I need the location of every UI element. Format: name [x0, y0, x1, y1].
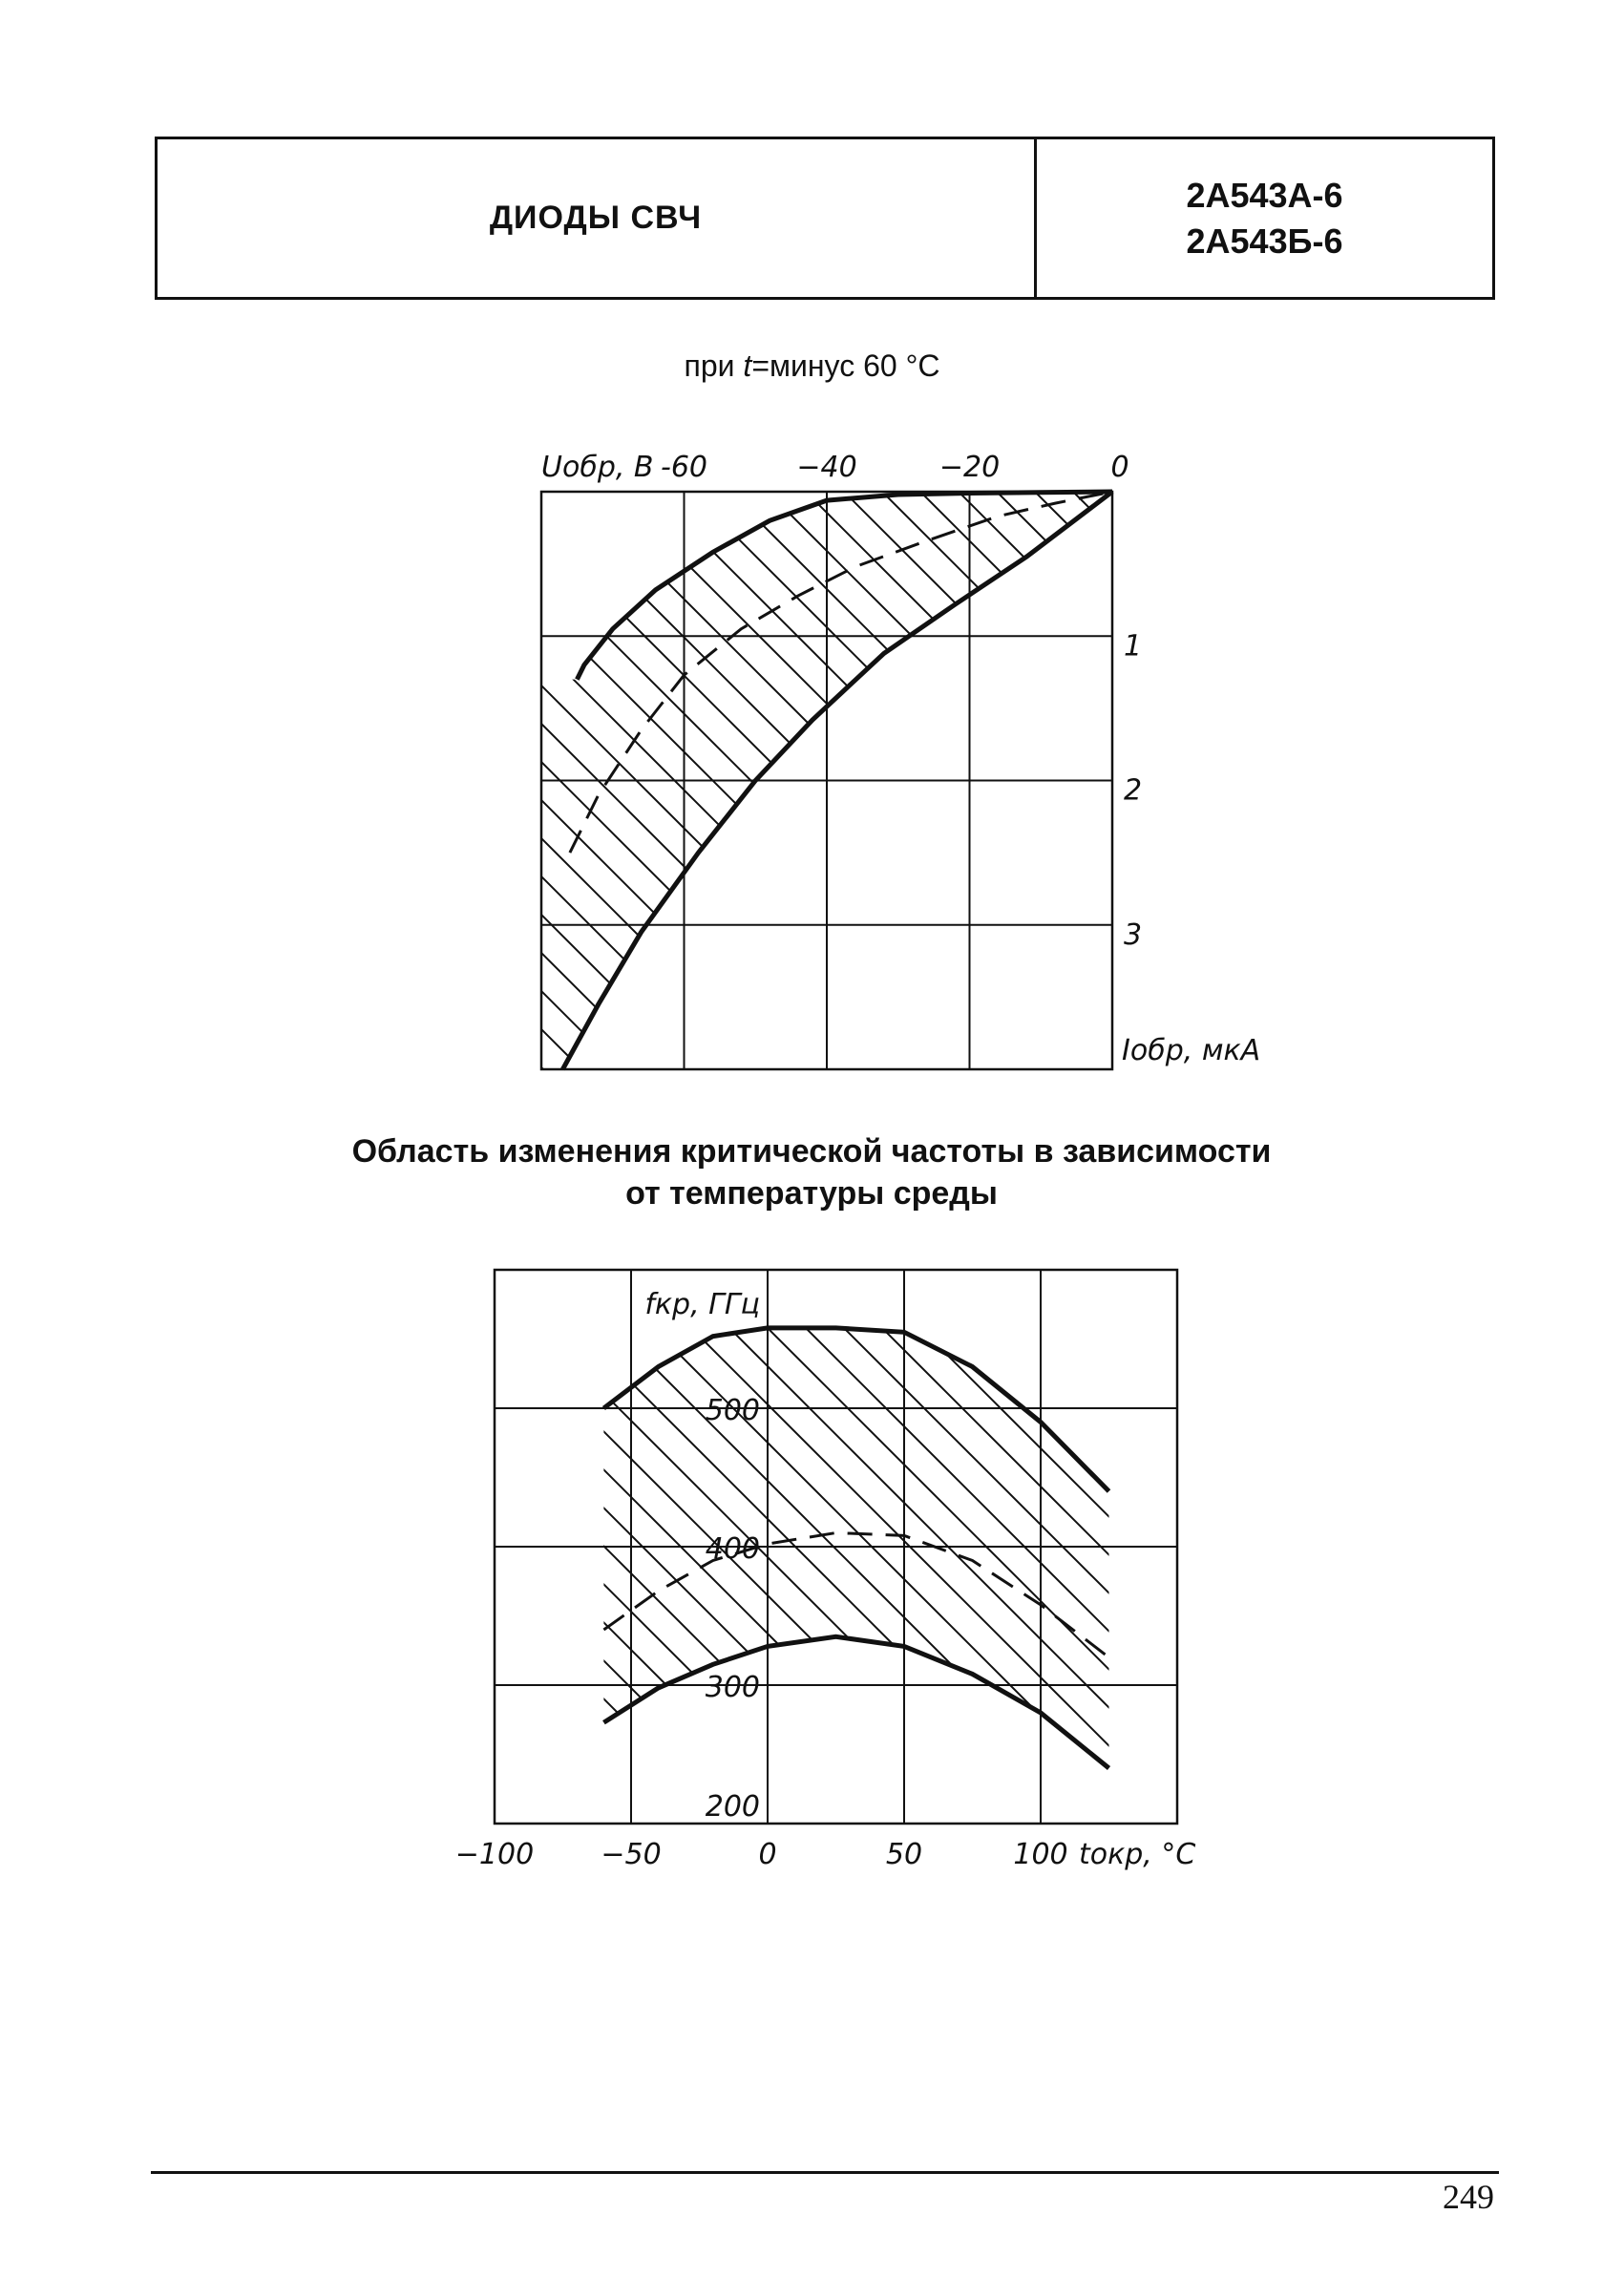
y-tick-label: 3 [1124, 918, 1143, 952]
hatch-line [1244, 1270, 1624, 1824]
hatch-line [1397, 1270, 1624, 1824]
hatch-line [1206, 1270, 1624, 1824]
hatch-line [1435, 1270, 1624, 1824]
footer-rule [151, 2171, 1499, 2174]
y-tick-label: 200 [705, 1790, 760, 1824]
x-tick-label: −100 [454, 1838, 535, 1871]
hatch-line [0, 1270, 156, 1824]
x-tick-label: 0 [1110, 451, 1129, 484]
hatch-line [0, 1270, 347, 1824]
hatch-line [0, 1270, 270, 1824]
hatch-line [0, 1270, 79, 1824]
hatch-line [1473, 1270, 1624, 1824]
hatch-line [1282, 1270, 1624, 1824]
hatch-line [0, 1270, 499, 1824]
x-tick-label: −50 [601, 1838, 662, 1871]
hatch-line [0, 1270, 308, 1824]
x-tick-label: 50 [885, 1838, 923, 1871]
y-tick-label: 2 [1124, 773, 1143, 808]
series-line-upper [603, 1328, 1108, 1491]
hatch-line [22, 1270, 576, 1824]
x-tick-label: 100 [1013, 1838, 1068, 1871]
hatch-line [1550, 1270, 1624, 1824]
x-tick-label: −40 [796, 451, 857, 484]
x-axis-label: tокр, °С [1079, 1838, 1196, 1871]
hatch-line [0, 1270, 117, 1824]
model-code: 2А543Б-6 [1186, 221, 1343, 261]
x-tick-label: −20 [939, 451, 1001, 484]
hatch-line [0, 1270, 461, 1824]
hatch-line [1359, 1270, 1624, 1824]
model-code: 2А543А-6 [1186, 175, 1343, 215]
chart2-title-line: от температуры среды [625, 1175, 998, 1212]
hatch-line [0, 1270, 3, 1824]
hatch-line [1511, 1270, 1624, 1824]
x-tick-label: -60 [661, 451, 707, 484]
y-tick-label: 500 [705, 1394, 760, 1427]
hatch-line [0, 1270, 423, 1824]
x-tick-label: 0 [758, 1838, 777, 1871]
hatch-line [0, 1270, 41, 1824]
x-axis-label: Uобр, В [541, 451, 654, 484]
condition-prefix: при [684, 348, 744, 383]
hatch-line [0, 1270, 385, 1824]
hatch-line [1320, 1270, 1624, 1824]
y-tick-label: 1 [1124, 629, 1143, 664]
hatch-line [0, 1270, 194, 1824]
hatch-line [0, 1270, 232, 1824]
page-number: 249 [1443, 2178, 1494, 2216]
condition-variable: t [743, 348, 752, 383]
y-axis-label: fкр, ГГц [644, 1288, 760, 1321]
hatch-line [1129, 1270, 1624, 1824]
hatch-line [0, 1270, 538, 1824]
section-title: ДИОДЫ СВЧ [489, 200, 703, 236]
hatch-line [1588, 1270, 1624, 1824]
condition-suffix: =минус 60 °С [751, 348, 940, 383]
chart2-title-line: Область изменения критической частоты в зависимости [351, 1133, 1272, 1170]
y-axis-label: Iобр, мкА [1122, 1034, 1261, 1067]
series-line-lower [603, 1636, 1108, 1768]
hatch-line [1168, 1270, 1624, 1824]
y-tick-label: 300 [705, 1671, 760, 1704]
y-tick-label: 400 [705, 1532, 760, 1566]
